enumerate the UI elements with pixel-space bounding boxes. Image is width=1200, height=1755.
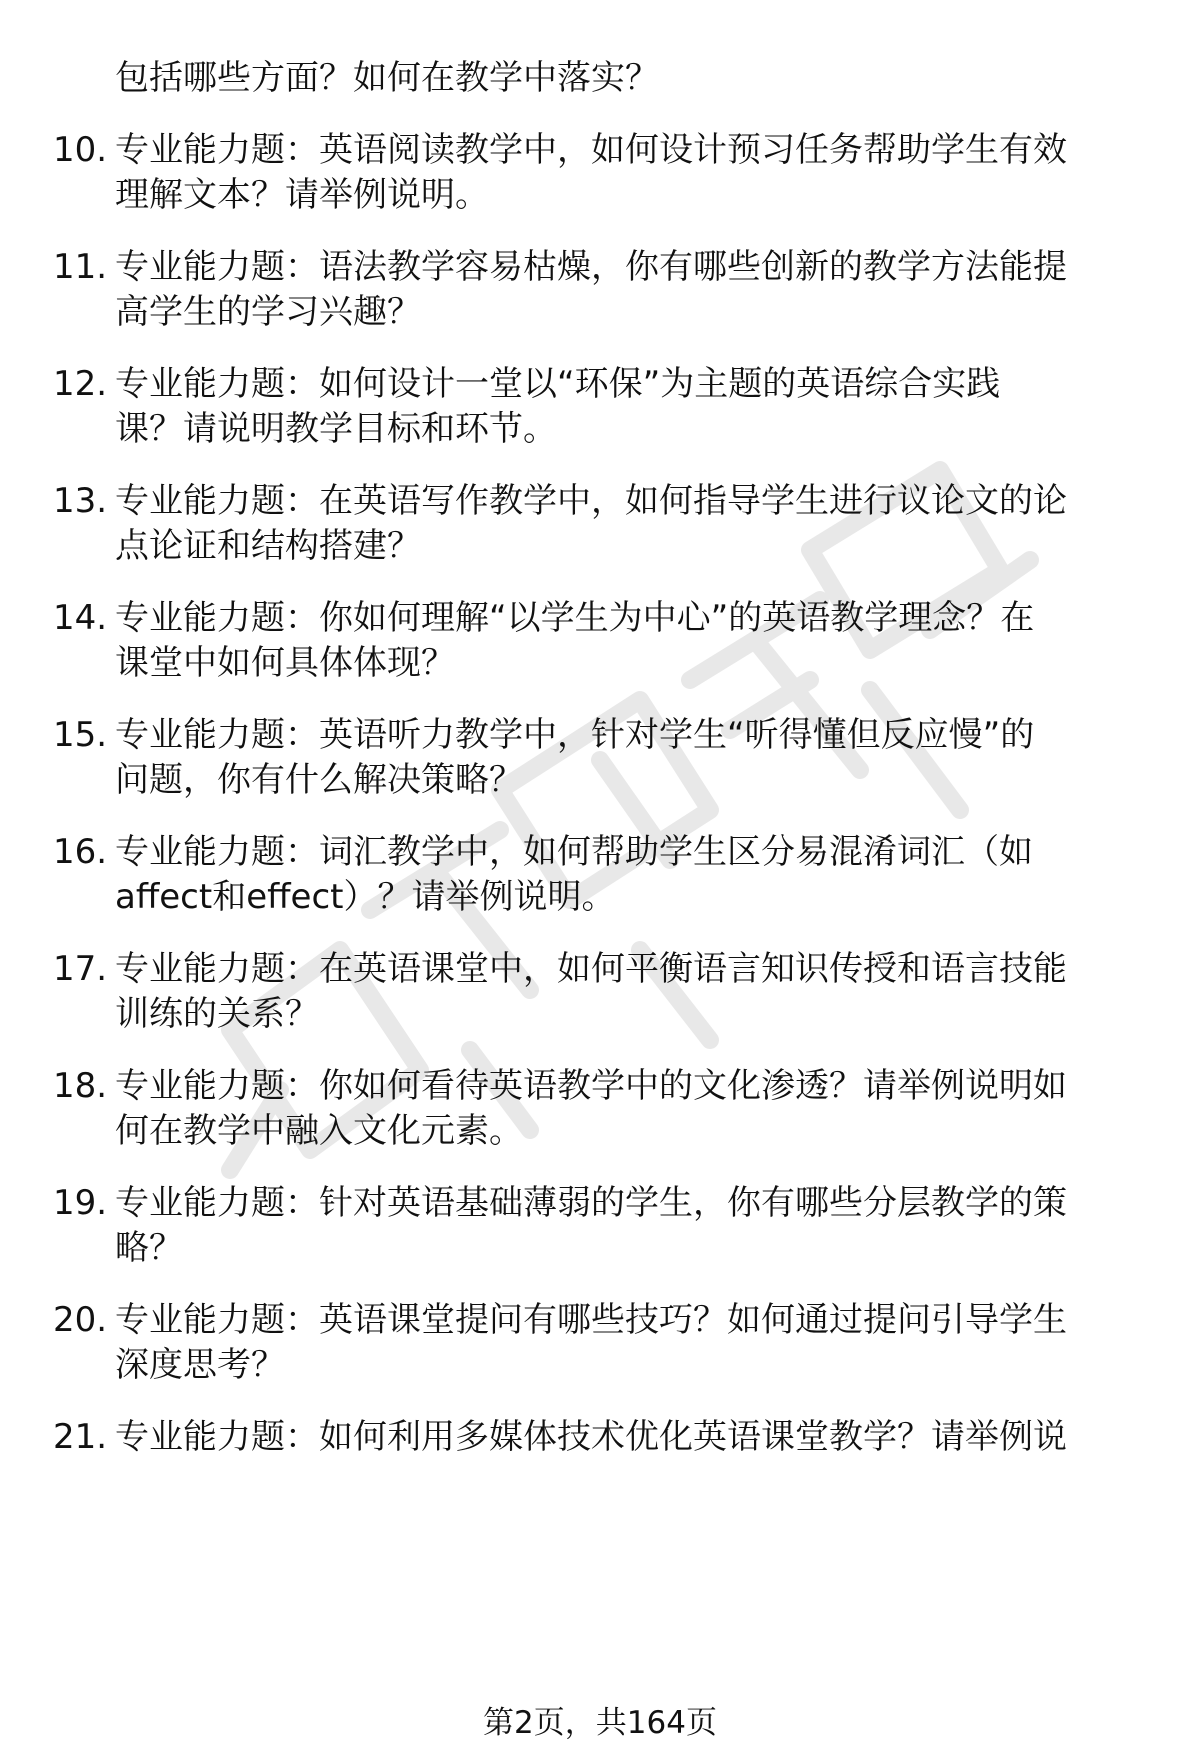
question-text-line: 专业能力题：词汇教学中，如何帮助学生区分易混淆词汇（如 [115,832,1033,872]
question-number: 16. [53,832,108,872]
question-number: 21. [53,1417,108,1457]
question-text-line: 深度思考？ [115,1345,285,1385]
question-number: 11. [53,247,108,287]
question-number: 19. [53,1183,108,1223]
question-text-line: 专业能力题：英语听力教学中，针对学生“听得懂但反应慢”的 [115,715,1035,755]
question-text-line: 专业能力题：在英语课堂中，如何平衡语言知识传授和语言技能 [115,949,1067,989]
question-number: 13. [53,481,108,521]
question-text-line: 专业能力题：你如何理解“以学生为中心”的英语教学理念？在 [115,598,1035,638]
question-text-line: 何在教学中融入文化元素。 [115,1111,523,1151]
question-number: 12. [53,364,108,404]
question-number: 15. [53,715,108,755]
question-text-line: 专业能力题：在英语写作教学中，如何指导学生进行议论文的论 [115,481,1067,521]
question-text-line: 课堂中如何具体体现？ [115,643,455,683]
question-text-line: 专业能力题：针对英语基础薄弱的学生，你有哪些分层教学的策 [115,1183,1067,1223]
question-text-line: 高学生的学习兴趣？ [115,292,421,332]
question-text-line: 点论证和结构搭建？ [115,526,421,566]
question-number: 17. [53,949,108,989]
question-text-line: affect和effect）？请举例说明。 [115,877,616,917]
question-text-line: 专业能力题：英语阅读教学中，如何设计预习任务帮助学生有效 [115,130,1067,170]
question-text-line: 理解文本？请举例说明。 [115,175,489,215]
continuation-line: 包括哪些方面？如何在教学中落实？ [115,58,659,98]
question-text-line: 专业能力题：如何设计一堂以“环保”为主题的英语综合实践 [115,364,1001,404]
question-text-line: 课？请说明教学目标和环节。 [115,409,557,449]
question-number: 18. [53,1066,108,1106]
question-text-line: 问题，你有什么解决策略？ [115,760,523,800]
question-number: 14. [53,598,108,638]
question-text-line: 专业能力题：英语课堂提问有哪些技巧？如何通过提问引导学生 [115,1300,1067,1340]
question-text-line: 专业能力题：语法教学容易枯燥，你有哪些创新的教学方法能提 [115,247,1067,287]
question-text-line: 专业能力题：你如何看待英语教学中的文化渗透？请举例说明如 [115,1066,1067,1106]
question-text-line: 略？ [115,1228,183,1268]
page-footer: 第2页，共164页 [483,1705,717,1741]
question-text-line: 训练的关系？ [115,994,319,1034]
question-text-line: 专业能力题：如何利用多媒体技术优化英语课堂教学？请举例说 [115,1417,1067,1457]
question-number: 20. [53,1300,108,1340]
question-number: 10. [53,130,108,170]
